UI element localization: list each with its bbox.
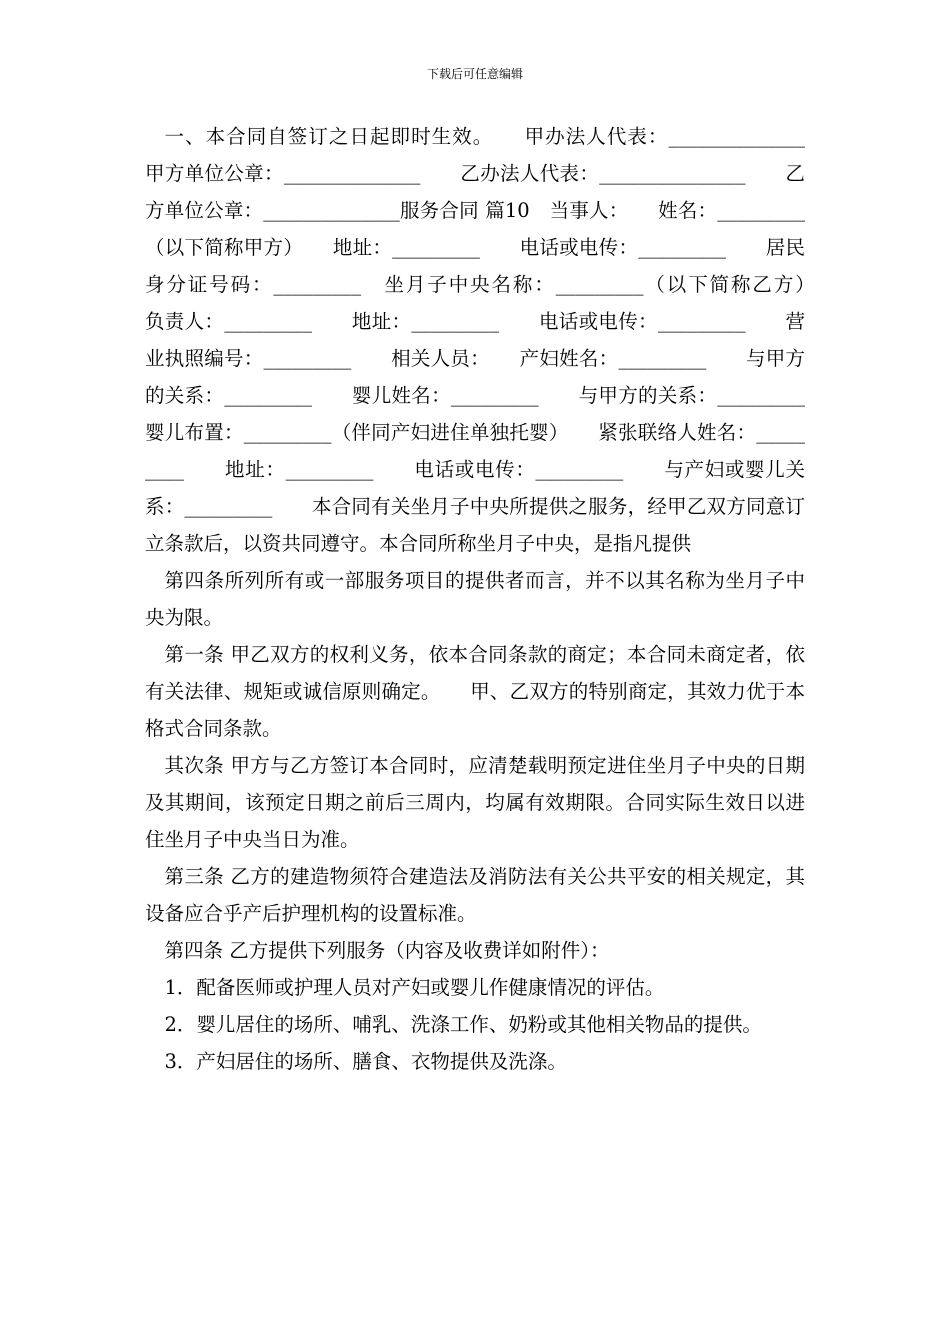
- paragraph-article-4: 第四条 乙方提供下列服务（内容及收费详如附件）：: [164, 939, 610, 962]
- paragraph-parties: 一、本合同自签订之日起即时生效。 甲办法人代表：______________ 甲方单位公章：______________ 乙办法人代表：_______________ 乙方单位公章：______________服务合同 篇10 当事人： 姓名：_________（以下简称甲方） 地址：_________ 电话或电传：_________ 居民身分证号码：_________ 坐月子中央名称：_________（以下简称乙方） 负责人：_________ 地址：_________ 电话或电传：_________ 营业执照编号：_________ 相关人员： 产妇姓名：_________ 与甲方的关系：_________ 婴儿姓名：_________ 与甲方的关系：_________ 婴儿布置：_________（伴同产妇进住单独托婴） 紧张联络人姓名：_________ 地址：_________ 电话或电传：_________ 与产妇或婴儿关系：_________ 本合同有关坐月子中央所提供之服务，经甲乙双方同意订立条款后，以资共同遵守。本合同所称坐月子中央，是指凡提供: [145, 125, 845, 555]
- list-item-2: 2．婴儿居住的场所、哺乳、洗涤工作、奶粉或其他相关物品的提供。: [164, 1013, 762, 1036]
- document-body: [145, 118, 845, 1080]
- paragraph-article-1: 第一条 甲乙双方的权利义务，依本合同条款的商定；本合同未商定者，依有关法律、规矩或诚信原则确定。 甲、乙双方的特别商定，其效力优于本格式合同条款。: [145, 643, 805, 740]
- list-item-1: 1．配备医师或护理人员对产妇或婴儿作健康情况的评估。: [164, 976, 665, 999]
- paragraph-article-3: 第三条 乙方的建造物须符合建造法及消防法有关公共平安的相关规定，其设备应合乎产后护理机构的设置标准。: [145, 865, 805, 925]
- paragraph-article-2: 其次条 甲方与乙方签订本合同时，应清楚载明预定进住坐月子中央的日期及其期间，该预定日期之前后三周内，均属有效期限。合同实际生效日以进住坐月子中央当日为准。: [145, 754, 805, 851]
- list-item-3: 3．产妇居住的场所、膳食、衣物提供及洗涤。: [164, 1050, 567, 1073]
- page-header-note: 下载后可任意编辑: [426, 67, 523, 81]
- paragraph-article-4-continuation: 第四条所列所有或一部服务项目的提供者而言，并不以其名称为坐月子中央为限。: [145, 569, 805, 629]
